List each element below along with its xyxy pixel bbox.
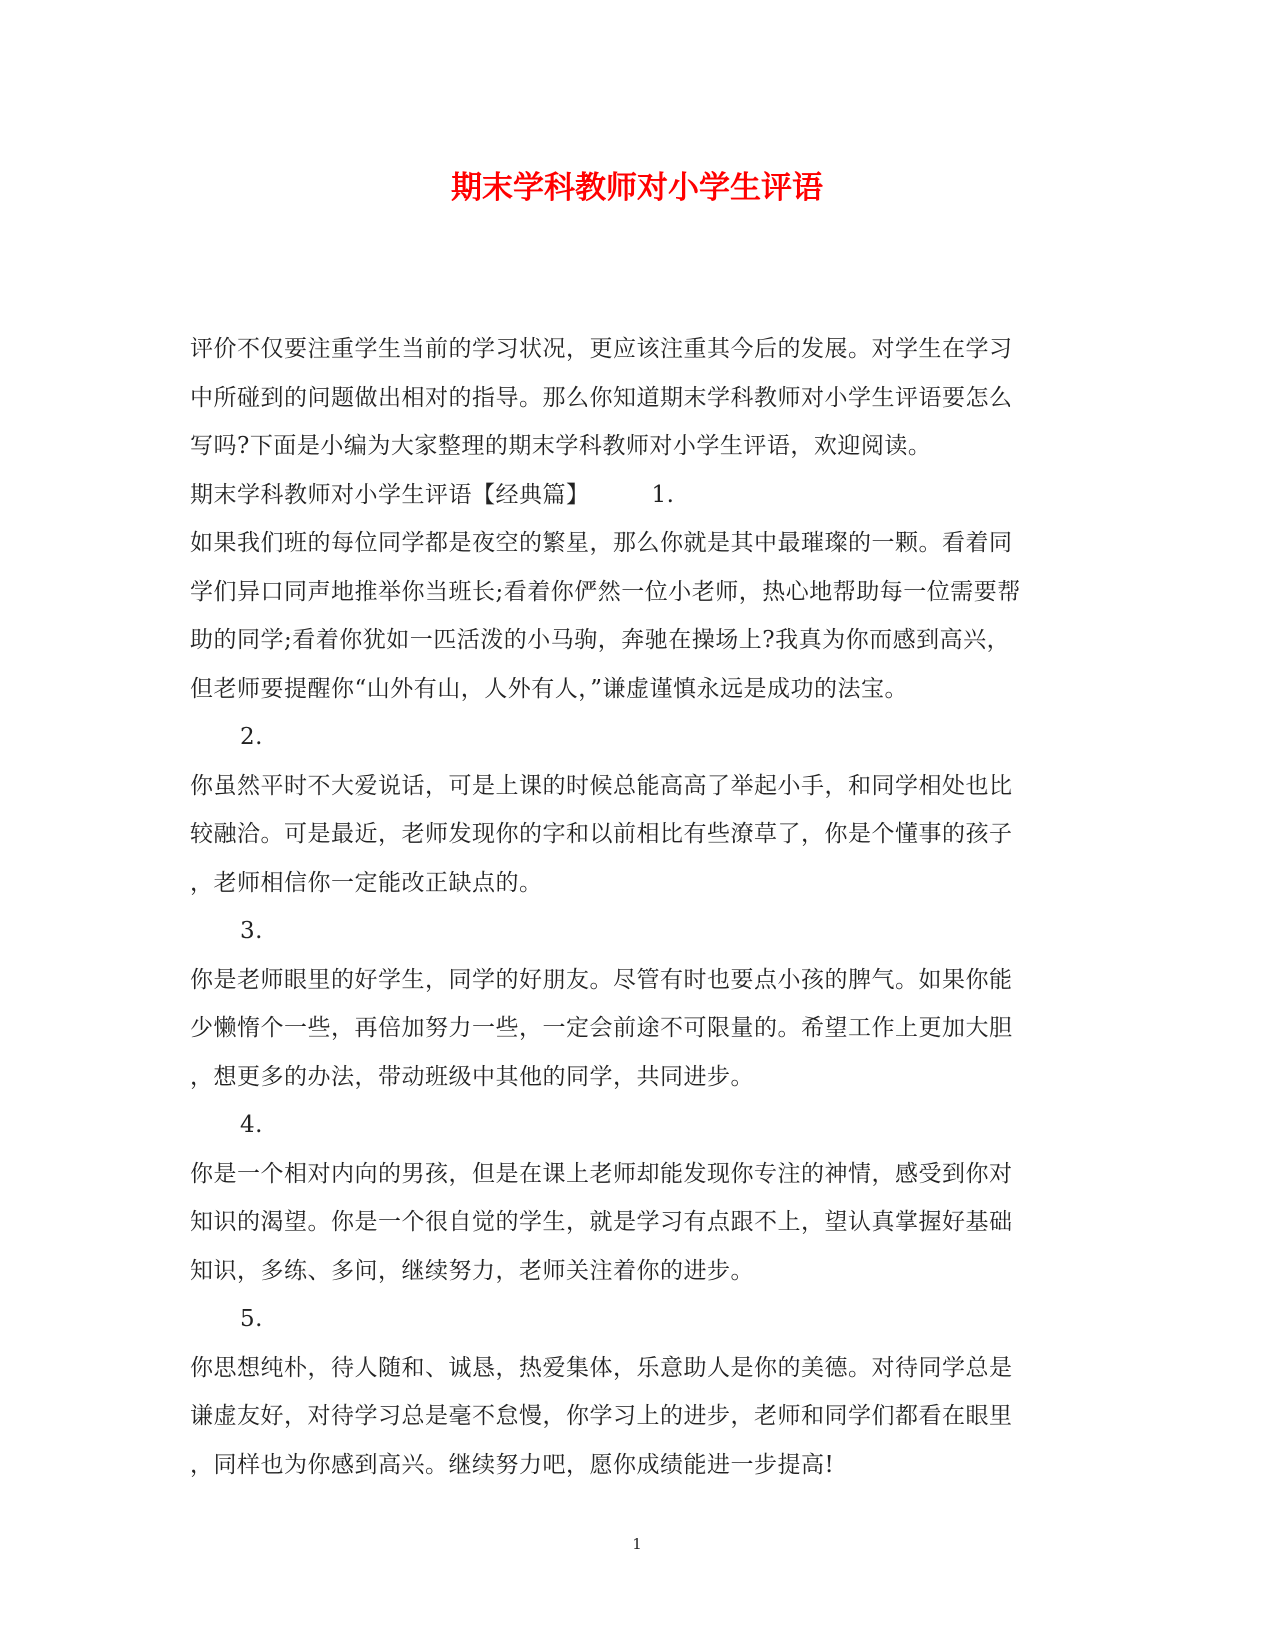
document-title: 期末学科教师对小学生评语 [451, 170, 823, 206]
item-number: 5. [240, 1306, 263, 1332]
text-line: 你虽然平时不大爱说话，可是上课的时候总能高高了举起小手，和同学相处也比 [190, 772, 1013, 799]
section-heading: 期末学科教师对小学生评语【经典篇】 [190, 481, 590, 508]
text-line: 知识的渴望。你是一个很自觉的学生，就是学习有点跟不上，望认真掌握好基础 [190, 1209, 1013, 1235]
text-line: ，老师相信你一定能改正缺点的。 [190, 869, 543, 896]
item-number: 2. [240, 724, 263, 750]
text-line: 评价不仅要注重学生当前的学习状况，更应该注重其今后的发展。对学生在学习 [190, 336, 1013, 362]
text-line: 但老师要提醒你“山外有山，人外有人，”谦虚谨慎永远是成功的法宝。 [190, 675, 909, 702]
text-line: 写吗?下面是小编为大家整理的期末学科教师对小学生评语，欢迎阅读。 [190, 433, 932, 459]
text-line: 你是一个相对内向的男孩，但是在课上老师却能发现你专注的神情，感受到你对 [190, 1160, 1013, 1187]
text-line: 你思想纯朴，待人随和、诚恳，热爱集体，乐意助人是你的美德。对待同学总是 [190, 1354, 1013, 1381]
document-body [190, 325, 1080, 1489]
comment-item-5 [190, 1344, 1080, 1490]
comment-item-3 [190, 956, 1080, 1102]
item-number: 4. [240, 1112, 263, 1138]
text-line: 知识，多练、多问，继续努力，老师关注着你的进步。 [190, 1257, 754, 1284]
text-line: ，同样也为你感到高兴。继续努力吧，愿你成绩能进一步提高! [190, 1451, 835, 1478]
text-line: 少懒惰个一些，再倍加努力一些，一定会前途不可限量的。希望工作上更加大胆 [190, 1015, 1013, 1041]
item-number: 1. [651, 481, 675, 508]
comment-item-4 [190, 1150, 1080, 1296]
section-heading-line [190, 471, 1080, 520]
item-number: 3. [240, 918, 263, 944]
comment-item-1 [190, 519, 1080, 713]
text-line: 中所碰到的问题做出相对的指导。那么你知道期末学科教师对小学生评语要怎么 [190, 384, 1013, 411]
intro-paragraph [190, 325, 1080, 471]
text-line: 助的同学;看着你犹如一匹活泼的小马驹，奔驰在操场上?我真为你而感到高兴， [190, 627, 1011, 653]
text-line: 学们异口同声地推举你当班长;看着你俨然一位小老师，热心地帮助每一位需要帮 [190, 578, 1021, 605]
text-line: 谦虚友好，对待学习总是毫不怠慢，你学习上的进步，老师和同学们都看在眼里 [190, 1403, 1013, 1429]
text-line: ，想更多的办法，带动班级中其他的同学，共同进步。 [190, 1063, 754, 1090]
text-line: 较融洽。可是最近，老师发现你的字和以前相比有些潦草了，你是个懂事的孩子 [190, 821, 1013, 847]
text-line: 你是老师眼里的好学生，同学的好朋友。尽管有时也要点小孩的脾气。如果你能 [190, 966, 1013, 993]
page-number: 1 [632, 1535, 642, 1553]
comment-item-2 [190, 762, 1080, 908]
text-line: 如果我们班的每位同学都是夜空的繁星，那么你就是其中最璀璨的一颗。看着同 [190, 530, 1013, 556]
